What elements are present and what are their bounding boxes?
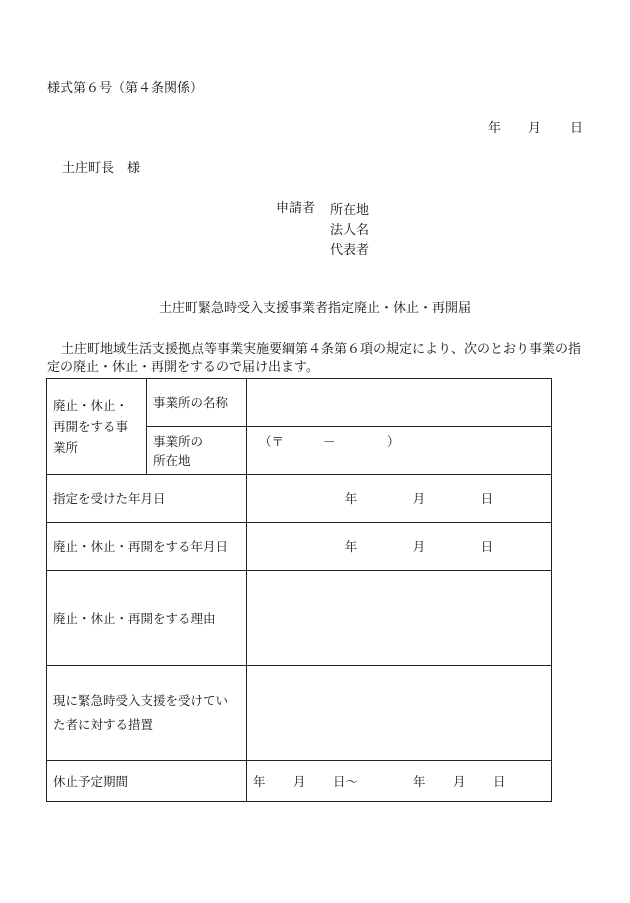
document-title: 土庄町緊急時受入支援事業者指定廃止・休止・再開届 <box>158 301 471 316</box>
office-address-field[interactable] <box>247 427 552 475</box>
office-address-label-line2: 所在地 <box>153 452 191 468</box>
change-date-parts <box>253 537 545 556</box>
applicant-fields <box>330 201 369 261</box>
change-date-field[interactable] <box>247 523 552 571</box>
change-year: 年 <box>344 539 358 554</box>
period-to-day: 日 <box>493 773 506 789</box>
designated-date-field[interactable] <box>247 475 552 523</box>
date-month: 月 <box>528 121 542 136</box>
suspension-period-parts <box>253 772 545 791</box>
designated-year: 年 <box>344 491 358 506</box>
period-from-year: 年 <box>253 773 266 789</box>
office-name-label: 事業所の名称 <box>147 379 247 427</box>
change-month: 月 <box>412 539 426 554</box>
form-number: 様式第６号（第４条関係） <box>47 81 204 96</box>
postal-close: ） <box>387 434 400 449</box>
suspension-period-label: 休止予定期間 <box>47 761 247 802</box>
office-address-label <box>147 427 247 475</box>
applicant-corp-name-label: 法人名 <box>330 223 370 238</box>
postal-dash: － <box>323 434 336 449</box>
designated-day: 日 <box>480 491 494 506</box>
designated-date-parts <box>253 489 545 508</box>
submission-date <box>488 121 583 137</box>
postal-code <box>253 432 545 451</box>
addressee: 土庄町長 様 <box>62 161 141 176</box>
period-from-day: 日～ <box>333 773 359 789</box>
applicant-address-label: 所在地 <box>330 203 370 218</box>
change-day: 日 <box>480 539 494 554</box>
date-year: 年 <box>488 121 502 136</box>
designated-date-label: 指定を受けた年月日 <box>47 475 247 523</box>
change-date-label: 廃止・休止・再開をする年月日 <box>47 523 247 571</box>
suspension-period-field[interactable] <box>247 761 552 802</box>
office-address-label-line1: 事業所の <box>153 433 204 449</box>
applicant-representative-label: 代表者 <box>330 243 370 258</box>
period-from-month: 月 <box>293 773 306 789</box>
body-text: 土庄町地域生活支援拠点等事業実施要綱第４条第６項の規定により、次のとおり事業の指定の廃止・休止・再開をするので届け出ます。 <box>47 342 582 375</box>
applicant-label: 申請者 <box>276 201 316 216</box>
designated-month: 月 <box>412 491 426 506</box>
office-group-label: 廃止・休止・再開をする事業所 <box>47 379 147 475</box>
period-to-month: 月 <box>453 773 466 789</box>
office-name-field[interactable] <box>247 379 552 427</box>
notification-form-table <box>46 378 552 802</box>
postal-open: （〒 <box>259 434 285 449</box>
reason-label: 廃止・休止・再開をする理由 <box>47 571 247 666</box>
measures-label: 現に緊急時受入支援を受けていた者に対する措置 <box>47 666 247 761</box>
reason-field[interactable] <box>247 571 552 666</box>
date-day: 日 <box>570 121 584 136</box>
measures-field[interactable] <box>247 666 552 761</box>
period-to-year: 年 <box>413 773 426 789</box>
